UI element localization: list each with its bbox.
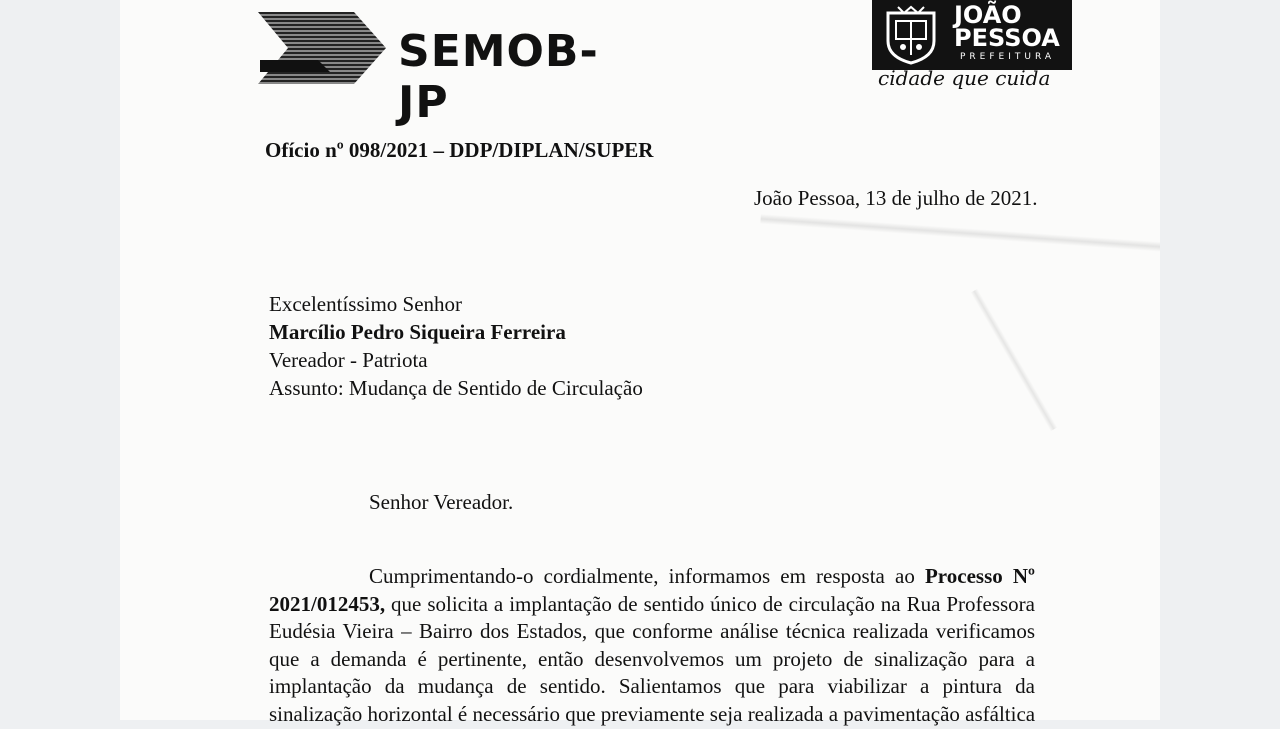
body-line — [269, 563, 1035, 591]
joao-pessoa-name-line2: PESSOA — [954, 24, 1060, 52]
joao-pessoa-logo-name — [954, 1, 1070, 52]
greeting: Senhor Vereador. — [369, 490, 514, 514]
city-slogan: cidade que cuida — [878, 66, 1051, 90]
prefeitura-label: PREFEITURA — [960, 52, 1056, 62]
body-line: sinalização horizontal é necessário que previamente seja realizada a pavimentação asfáltica — [269, 701, 1036, 726]
paper-crease — [760, 214, 1160, 260]
joao-pessoa-logo-box — [872, 0, 1072, 70]
joao-pessoa-logo — [870, 0, 1080, 100]
body-text: que solicita a implantação de sentido único de circulação na Rua Professora — [385, 591, 1035, 616]
recipient-role: Vereador - Patriota — [269, 348, 428, 372]
document-subject: Assunto: Mudança de Sentido de Circulação — [269, 376, 643, 400]
body-line — [269, 591, 1035, 619]
city-seal-icon — [880, 5, 942, 65]
semob-logo-text: SEMOB-JP — [398, 26, 599, 128]
recipient-block — [269, 290, 643, 402]
joao-pessoa-name-line1: JOÃO — [954, 1, 1022, 29]
body-text: Cumprimentando-o cordialmente, informamos em resposta ao — [369, 564, 925, 588]
recipient-salutation: Excelentíssimo Senhor — [269, 292, 463, 316]
document-date: João Pessoa, 13 de julho de 2021. — [754, 186, 1038, 210]
body-line: implantação da mudança de sentido. Salientamos que para viabilizar a pintura da — [269, 674, 1035, 699]
process-number: 2021/012453, — [269, 591, 386, 616]
paper-crease — [971, 289, 1058, 432]
body-line: Eudésia Vieira – Bairro dos Estados, que conforme análise técnica realizada verificamos — [269, 619, 1035, 644]
office-reference: Ofício nº 098/2021 – DDP/DIPLAN/SUPER — [265, 138, 654, 162]
body-paragraph — [269, 563, 1035, 729]
semob-chevron-icon — [258, 8, 394, 86]
recipient-name: Marcílio Pedro Siqueira Ferreira — [269, 320, 566, 344]
process-number-label: Processo Nº — [924, 564, 1035, 588]
body-line: que a demanda é pertinente, então desenvolvemos um projeto de sinalização para a — [269, 646, 1035, 671]
semob-logo — [258, 8, 638, 128]
